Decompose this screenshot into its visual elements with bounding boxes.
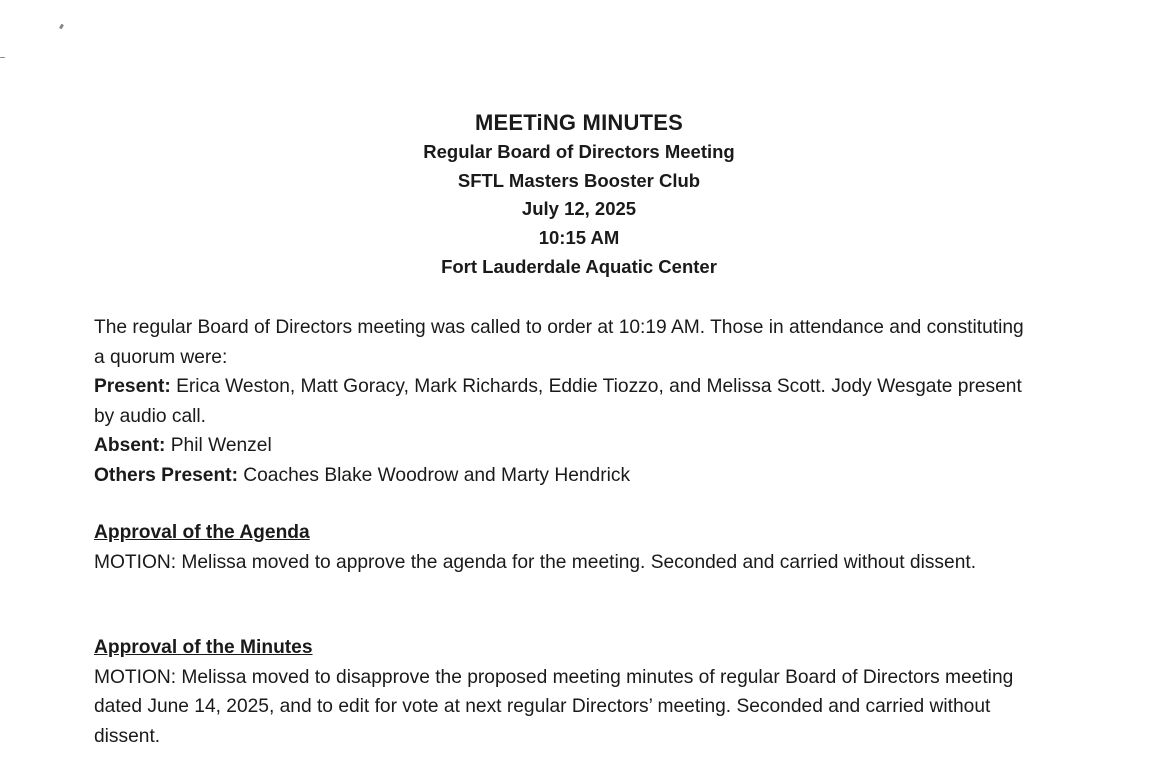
- present-names: Erica Weston, Matt Goracy, Mark Richards, Eddie Tiozzo, and Melissa Scott. Jody Wesgate present by audio call.: [94, 376, 1022, 427]
- document-title: MEETiNG MINUTES: [475, 110, 683, 135]
- absent-label: Absent:: [94, 435, 166, 456]
- section-heading: Approval of the Minutes: [94, 637, 313, 658]
- absent-line: [94, 431, 1034, 461]
- present-line: [94, 372, 1034, 431]
- meeting-date: July 12, 2025: [521, 198, 637, 220]
- scan-artifact: [0, 57, 5, 58]
- meeting-location: Fort Lauderdale Aquatic Center: [441, 255, 717, 277]
- call-to-order-text: The regular Board of Directors meeting was called to order at 10:19 AM. Those in attendance and constituting a quorum were:: [94, 317, 1024, 368]
- meeting-type: Regular Board of Directors Meeting: [423, 141, 735, 162]
- motion-text: MOTION: Melissa moved to approve the agenda for the meeting. Seconded and carried without dissent.: [94, 551, 977, 573]
- others-present-line: [94, 461, 1034, 491]
- organization-name: SFTL Masters Booster Club: [457, 169, 701, 191]
- motion-text: MOTION: Melissa moved to disapprove the proposed meeting minutes of regular Board of Directors meeting dated June 14, 2025, and to edit for vote at next regular Directors’ meeting. Seconded and carried without dissent.: [94, 666, 1014, 747]
- others-present-names: Coaches Blake Woodrow and Marty Hendrick: [237, 464, 631, 486]
- present-label: Present:: [94, 376, 171, 397]
- absent-names: Phil Wenzel: [165, 435, 272, 456]
- others-present-label: Others Present:: [94, 464, 238, 486]
- scan-artifact: [59, 24, 64, 30]
- section-approval-minutes: [94, 633, 1034, 751]
- meeting-time: 10:15 AM: [538, 227, 620, 249]
- document-header: [0, 108, 1158, 282]
- section-approval-agenda: [94, 518, 1034, 577]
- attendance-block: [94, 313, 1034, 490]
- section-heading: Approval of the Agenda: [94, 522, 310, 543]
